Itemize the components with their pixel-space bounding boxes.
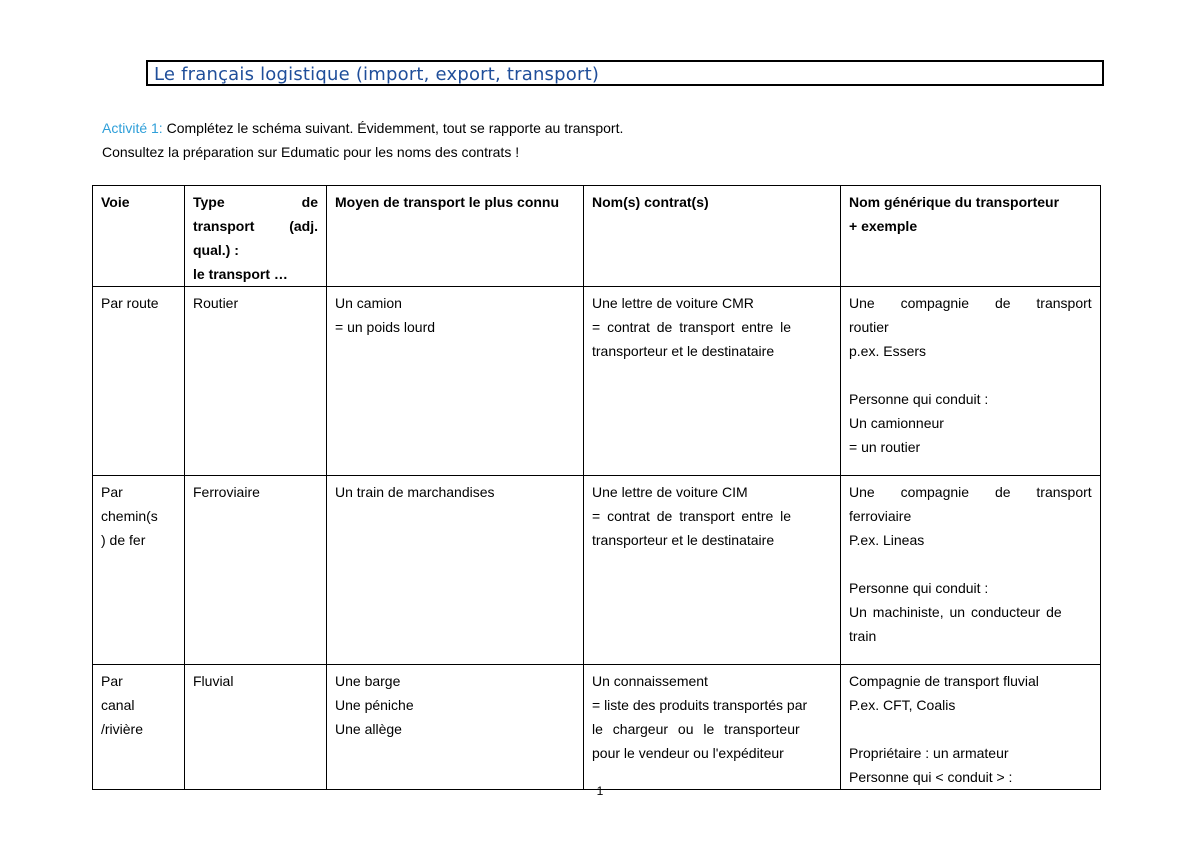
document-title-box [146,60,1104,86]
cell-voie: Par route [93,287,185,476]
cell-nom-generique: Compagnie de transport fluvial P.ex. CFT, Coalis Propriétaire : un armateur Personne qui < conduit > : [841,665,1101,790]
transport-table [92,185,1101,790]
cell-nom-generique: Une compagnie de transport ferroviaire P.ex. Lineas Personne qui conduit : Un machiniste, un conducteur de train [841,476,1101,665]
intro-paragraph [102,116,623,164]
cell-nom-generique: Une compagnie de transport routier p.ex. Essers Personne qui conduit : Un camionneur = un routier [841,287,1101,476]
cell-type: Ferroviaire [185,476,327,665]
cell-contrat: Un connaissement = liste des produits transportés par le chargeur ou le transporteur pour le vendeur ou l'expéditeur [584,665,841,790]
activity-instruction: Complétez le schéma suivant. Évidemment, tout se rapporte au transport. [162,120,624,136]
cell-moyen: Une barge Une péniche Une allège [327,665,584,790]
header-type: Type de transport (adj. qual.) : le transport … [185,186,327,287]
cell-moyen: Un train de marchandises [327,476,584,665]
header-contrats: Nom(s) contrat(s) [584,186,841,287]
cell-voie: Par canal /rivière [93,665,185,790]
table-row [93,665,1101,790]
cell-type: Fluvial [185,665,327,790]
intro-line-2: Consultez la préparation sur Edumatic pour les noms des contrats ! [102,144,520,160]
table-row [93,476,1101,665]
cell-contrat: Une lettre de voiture CIM = contrat de transport entre le transporteur et le destinataire [584,476,841,665]
document-title: Le français logistique (import, export, transport) [154,64,600,85]
header-nom-generique: Nom générique du transporteur + exemple [841,186,1101,287]
activity-label: Activité 1: [102,120,163,136]
table-header-row [93,186,1101,287]
intro-line-1 [102,116,623,140]
cell-voie: Par chemin(s ) de fer [93,476,185,665]
cell-contrat: Une lettre de voiture CMR = contrat de transport entre le transporteur et le destinataire [584,287,841,476]
cell-moyen: Un camion = un poids lourd [327,287,584,476]
cell-type: Routier [185,287,327,476]
header-voie: Voie [93,186,185,287]
header-moyen: Moyen de transport le plus connu [327,186,584,287]
table-row [93,287,1101,476]
page-number: 1 [596,784,604,798]
